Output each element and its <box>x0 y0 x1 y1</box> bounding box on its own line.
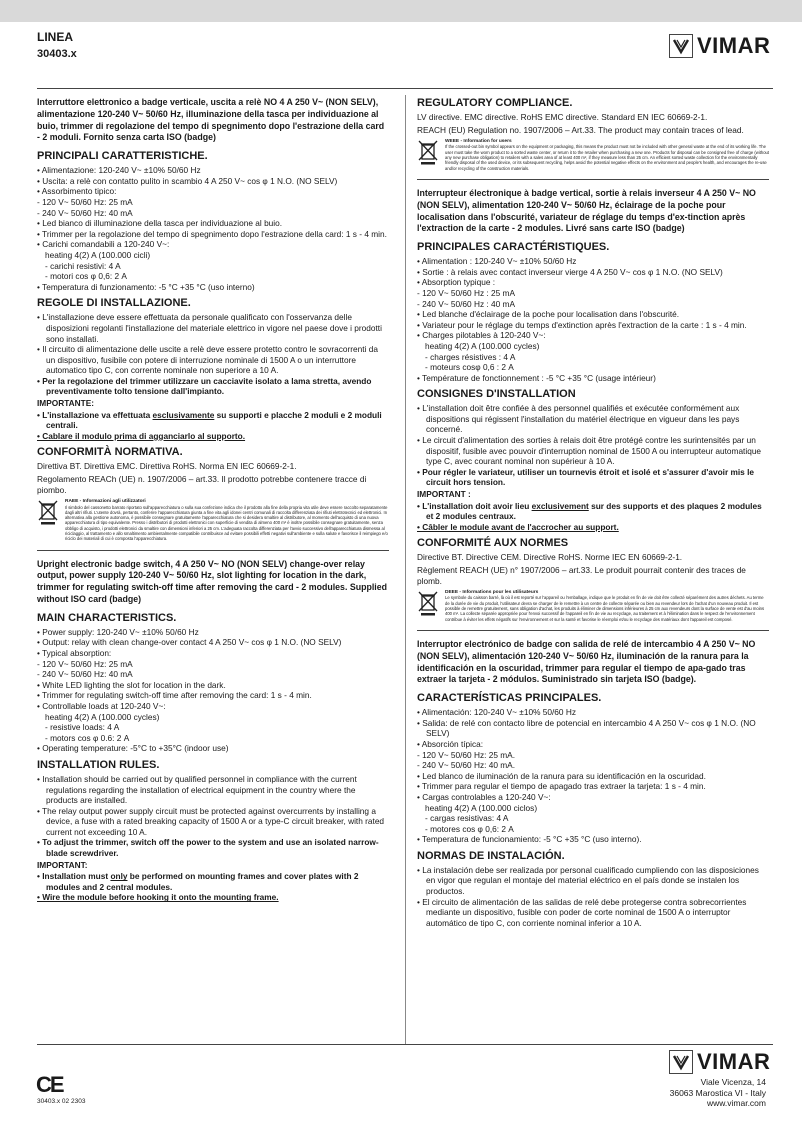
it-weee-title: RAEE - Informazioni agli utilizzatori <box>65 499 146 505</box>
it-important-emphasis: esclusivamente <box>152 409 215 420</box>
fr-conformity-text: Règlement REACH (UE) n° 1907/2006 – art.33. Le produit pourrait contenir des traces de plomb. <box>417 565 746 586</box>
it-important-item: • Cablare il modulo prima di agganciarlo al supporto. <box>37 430 246 441</box>
en-install-item: • Installation should be carried out by qualified personnel in compliance with the current regulations regarding the installation of electrical equipment in the country where the products are installed. <box>37 773 357 806</box>
it-important-text: • L'installazione va effettuata <box>37 409 153 420</box>
en-char-item: • Trimmer for regulating switch-off time after removing the card: 1 s - 4 min. <box>37 690 312 701</box>
ce-mark: CE <box>36 1072 63 1097</box>
it-install-item: • Il circuito di alimentazione delle uscite a relè deve essere protetto contro le sovracorrenti da un dispositivo, fusibile con potere di interruzione nominale di 1500 A o un interruttore automatico tipo C, con corrente nominale non superiore a 10 A. <box>37 344 378 376</box>
crossed-bin-icon <box>417 590 439 616</box>
es-char-item: heating 4(2) A (100.000 ciclos) <box>425 802 538 813</box>
fr-characteristics-heading: PRINCIPALES CARACTÉRISTIQUES. <box>417 241 610 254</box>
vimar-logo-text: VIMAR <box>697 33 771 58</box>
fr-char-item: - moteurs cosφ 0,6 : 2 A <box>425 362 514 373</box>
en-char-item: • White LED lighting the slot for location in the dark. <box>37 679 226 690</box>
fr-char-item: - charges résistives : 4 A <box>425 351 516 362</box>
es-char-item: • Led blanco de iluminación de la ranura para su identificación en la oscuridad. <box>417 770 706 781</box>
footer-divider <box>37 1044 773 1045</box>
it-install-item: • L'installazione deve essere effettuata da personale qualificato con l'osservanza delle disposizioni regolanti l'installazione del materiale elettrico in vigore nel paese dove i prodotti sono installati. <box>37 312 382 344</box>
en-install-item: • To adjust the trimmer, switch off the power to the system and use an isolated narrow-blade screwdriver. <box>37 837 379 859</box>
fr-char-item: - 120 V~ 50/60 Hz : 25 mA <box>417 287 516 298</box>
column-divider <box>405 95 406 1045</box>
en-weee-title: WEEE - Information for users <box>445 139 512 145</box>
it-char-item: • Carichi comandabili a 120-240 V~: <box>37 239 170 250</box>
it-important-item <box>37 410 389 431</box>
es-char-item: - cargas resistivas: 4 A <box>425 813 509 824</box>
en-installation-heading: INSTALLATION RULES. <box>37 758 160 771</box>
vimar-logo-icon <box>669 34 693 58</box>
it-important-label: IMPORTANTE: <box>37 398 94 409</box>
fr-char-item: • Absorption typique : <box>417 277 496 288</box>
es-char-item: • Trimmer para regular el tiempo de apagado tras extraer la tarjeta: 1 s - 4 min. <box>417 781 706 792</box>
section-divider <box>37 550 389 551</box>
en-char-item: - 120 V~ 50/60 Hz: 25 mA <box>37 658 133 669</box>
it-char-item: - 240 V~ 50/60 Hz: 40 mA <box>37 207 133 218</box>
fr-char-item: • Température de fonctionnement : -5 °C +35 °C (usage intérieur) <box>417 372 656 383</box>
en-regulatory-heading: REGULATORY COMPLIANCE. <box>417 97 573 109</box>
en-important-emphasis: only <box>110 871 128 882</box>
en-char-item: - 240 V~ 50/60 Hz: 40 mA <box>37 669 133 680</box>
fr-char-item: heating 4(2) A (100.000 cycles) <box>425 340 540 351</box>
website-link[interactable]: www.vimar.com <box>706 1098 766 1108</box>
section-divider <box>417 179 769 180</box>
es-char-item: - 120 V~ 50/60 Hz: 25 mA. <box>417 749 516 760</box>
it-char-item: • Led bianco di illuminazione della tasca per individuazione al buio. <box>37 218 283 229</box>
es-installation-heading: NORMAS DE INSTALACIÓN. <box>417 849 565 862</box>
es-char-item: • Alimentación: 120-240 V~ ±10% 50/60 Hz <box>417 707 576 718</box>
it-installation-heading: REGOLE DI INSTALLAZIONE. <box>37 297 191 310</box>
it-conformity-text: Regolamento REACh (UE) n. 1907/2006 – art.33. Il prodotto potrebbe contenere tracce di piombo. <box>37 474 367 495</box>
it-conformity-text: Direttiva BT. Direttiva EMC. Direttiva RoHS. Norma EN IEC 60669-2-1. <box>37 461 297 472</box>
fr-install-item: • Pour régler le variateur, utiliser un tournevis étroit et isolé et s'assurer d'avoir mis le circuit hors tension. <box>417 466 755 488</box>
vimar-logo-text: VIMAR <box>697 1049 771 1074</box>
en-char-item: heating 4(2) A (100.000 cycles) <box>45 711 160 722</box>
it-char-item: - carichi resistivi: 4 A <box>45 260 121 271</box>
it-characteristics-heading: PRINCIPALI CARATTERISTICHE. <box>37 150 208 163</box>
it-char-item: - 120 V~ 50/60 Hz: 25 mA <box>37 196 133 207</box>
en-important-text: • Installation must <box>37 871 111 882</box>
it-char-item: heating 4(2) A (100.000 cicli) <box>45 249 151 260</box>
fr-install-item: • Le circuit d'alimentation des sorties à relais doit être protégé contre les surintensités par un dispositif, fusible avec pouvoir d'interruption nominal de 1500 A ou interrupteur automatique type C, avec courant nominal non supérieur à 10 A. <box>417 435 762 467</box>
document-code: 30403.x 02 2303 <box>37 1098 86 1105</box>
address-street: Viale Vicenza, 14 <box>700 1077 766 1087</box>
en-char-item: • Typical absorption: <box>37 647 112 658</box>
en-intro: Upright electronic badge switch, 4 A 250 V~ NO (NON SELV) change-over relay output, power supply 120-240 V~ 50/60 Hz, slot lighting for location in the dark, trimmer for regulating switch-off time after removing the card - 2 modules. Supplied without ISO card (badge) <box>37 558 387 604</box>
fr-important-label: IMPORTANT : <box>417 489 471 500</box>
en-regulatory-text: REACH (EU) Regulation no. 1907/2006 – Art.33. The product may contain traces of lead. <box>417 124 744 135</box>
footer-vimar-logo <box>669 1049 770 1075</box>
fr-conformity-heading: CONFORMITÉ AUX NORMES <box>417 537 569 550</box>
fr-char-item: • Sortie : à relais avec contact inverseur vierge 4 A 250 V~ cos φ 1 N.O. (NO SELV) <box>417 266 723 277</box>
it-char-item: • Uscita: a relè con contatto pulito in scambio 4 A 250 V~ cos φ 1 N.O. (NO SELV) <box>37 175 338 186</box>
es-install-item: • La instalación debe ser realizada por personal cualificado cumpliendo con las disposiciones en vigor que regulan el montaje del material eléctrico en el país donde se instalen los productos. <box>417 864 759 897</box>
vimar-logo-icon <box>669 1050 693 1074</box>
header-divider <box>37 88 773 89</box>
es-characteristics-heading: CARACTERÍSTICAS PRINCIPALES. <box>417 692 602 705</box>
en-char-item: • Controllable loads at 120-240 V~: <box>37 700 166 711</box>
fr-weee-text: Le symbole du caisson barré, là où il est reporté sur l'appareil ou l'emballage, indique que le produit en fin de vie doit être collecté séparément des autres déchets. Au terme de la durée de vie du produit, l'utilisateur devra se charger de le remettre à un centre de collecte séparée ou bien au revendeur lors de l'achat d'un nouveau produit. Il est possible de remettre gratuitement, sans obligation d'achat, les produits à éliminer de dimensions inférieures à 25 cm aux revendeurs dont la surface de vente est d'au moins 400 m². La collecte séparée appropriée pour l'envoi successif de l'appareil en fin de vie au recyclage, au traitement et à l'élimination dans le respect de l'environnement contribue à éviter les effets négatifs sur l'environnement et sur la santé et favorise le réemploi et/ou le recyclage des matériaux dont l'appareil est composé. <box>445 595 765 622</box>
en-install-item: • The relay output power supply circuit must be protected against overcurrents by installing a device, a fuse with a rated breaking capacity of 1500 A or a type-C circuit breaker, with rated current not exceeding 10 A. <box>37 805 385 837</box>
it-char-item: • Temperatura di funzionamento: -5 °C +35 °C (uso interno) <box>37 281 255 292</box>
es-char-item: • Temperatura de funcionamiento: -5 °C +35 °C (uso interno). <box>417 834 642 845</box>
en-regulatory-text: LV directive. EMC directive. RoHS EMC directive. Standard EN IEC 60669-2-1. <box>417 112 708 122</box>
en-characteristics-heading: MAIN CHARACTERISTICS. <box>37 611 177 624</box>
en-weee-block <box>417 139 769 171</box>
top-band <box>0 0 802 22</box>
fr-weee-title: DEEE - Informations pour les utilisateurs <box>445 590 539 596</box>
es-install-item: • El circuito de alimentación de las salidas de relé debe protegerse contra sobrecorrientes mediante un dispositivo, fusible con poder de corte nominal de 1500 A o interruptor automático de tipo C, con corriente nominal inferior a 10 A. <box>417 896 747 928</box>
fr-important-item <box>417 501 769 522</box>
it-char-item: • Alimentazione: 120-240 V~ ±10% 50/60 Hz <box>37 165 201 176</box>
es-char-item: - 240 V~ 50/60 Hz: 40 mA. <box>417 760 516 771</box>
en-char-item: • Output: relay with clean change-over contact 4 A 250 V~ cos φ 1 N.O. (NO SELV) <box>37 637 342 648</box>
fr-weee-block <box>417 590 769 622</box>
fr-installation-heading: CONSIGNES D'INSTALLATION <box>417 388 576 401</box>
fr-char-item: - 240 V~ 50/60 Hz : 40 mA <box>417 298 516 309</box>
fr-conformity-text: Directive BT. Directive CEM. Directive RoHS. Norme IEC EN 60669-2-1. <box>417 552 683 563</box>
fr-char-item: • Led blanche d'éclairage de la poche pour localisation dans l'obscurité. <box>417 309 680 320</box>
fr-important-emphasis: exclusivement <box>531 500 589 511</box>
it-weee-block <box>37 499 389 541</box>
it-intro: Interruttore elettronico a badge verticale, uscita a relè NO 4 A 250 V~ (NON SELV), alimentazione 120-240 V~ 50/60 Hz, illuminazione della tasca per individuazione al buio, trimmer di regolazione del tempo di spegnimento dopo l'estrazione della card - 2 moduli. Fornito senza carta ISO (badge) <box>37 97 385 143</box>
left-column <box>37 97 389 903</box>
en-important-label: IMPORTANT: <box>37 859 88 870</box>
es-char-item: - motores cos φ 0,6: 2 A <box>425 823 514 834</box>
es-char-item: • Cargas controlables a 120-240 V~: <box>417 791 551 802</box>
fr-install-item: • L'installation doit être confiée à des personnel qualifiés et exécutée conformément aux dispositions qui régissent l'installation du matériel électrique en vigueur dans les pays concerné. <box>417 403 740 435</box>
fr-char-item: • Charges pilotables à 120-240 V~: <box>417 330 546 341</box>
fr-intro: Interrupteur électronique à badge vertical, sortie à relais inverseur 4 A 250 V~ NO (NON SELV), alimentation 120-240 V~ 50/60 Hz, éclairage de la poche pour localisation dans l'obscurité, variateur de réglage du temps d'ex-tinction après l'extraction de la carte - 2 modules. Livré sans carte ISO (badge) <box>417 187 756 234</box>
section-divider <box>417 630 769 631</box>
address-city: 36063 Marostica VI - Italy <box>669 1087 766 1098</box>
fr-important-item: • Câbler le module avant de l'accrocher au support. <box>417 521 619 532</box>
it-conformity-heading: CONFORMITÀ NORMATIVA. <box>37 446 183 459</box>
it-char-item: • Trimmer per la regolazione del tempo di spegnimento dopo l'estrazione della card: 1 s - 4 min. <box>37 228 387 239</box>
product-code: 30403.x <box>37 48 77 60</box>
en-char-item: • Operating temperature: -5°C to +35°C (indoor use) <box>37 743 229 754</box>
crossed-bin-icon <box>417 139 439 165</box>
en-char-item: • Power supply: 120-240 V~ ±10% 50/60 Hz <box>37 626 199 637</box>
it-char-item: • Assorbimento tipico: <box>37 186 117 197</box>
company-address <box>670 1077 766 1109</box>
it-install-item: • Per la regolazione del trimmer utilizzare un cacciavite isolato a lama stretta, avendo preventivamente tolto tensione dall'impianto. <box>37 375 372 397</box>
en-char-item: - motors cos φ 0.6: 2 A <box>45 732 130 743</box>
en-important-item <box>37 871 389 892</box>
fr-important-text: • L'installation doit avoir lieu <box>417 500 532 511</box>
vimar-logo <box>669 33 770 59</box>
it-weee-text: Il simbolo del cassonetto barrato riportato sull'apparecchiatura o sulla sua confezione indica che il prodotto alla fine della propria vita utile deve essere raccolto separatamente dagli altri rifiuti. L'utente dovrà, pertanto, conferire l'apparecchiatura giunta a fine vita agli idonei centri comunali di raccolta differenziata dei rifiuti elettrotecnici ed elettronici. In alternativa alla gestione autonoma, è possibile consegnare gratuitamente l'apparecchiatura che si desidera smaltire al distributore, al momento dell'acquisto di una nuova apparecchiatura di tipo equivalente. Presso i distributori di prodotti elettronici con superficie di vendita di almeno 400 m² è inoltre possibile consegnare gratuitamente, senza obbligo di acquisto, i prodotti elettronici da smaltire con dimensioni inferiori a 25 cm. L'adeguata raccolta differenziata per l'avvio successivo dell'apparecchiatura dismessa al riciclaggio, al trattamento e allo smaltimento ambientalmente compatibile contribuisce ad evitare possibili effetti negativi sull'ambiente e sulla salute e favorisce il reimpiego e/o riciclo dei materiali di cui è composta l'apparecchiatura. <box>65 504 388 542</box>
right-column <box>417 97 769 928</box>
it-important-text: su supporti e placche 2 moduli e 2 moduli centrali. <box>46 409 382 431</box>
it-char-item: - motori cos φ 0,6: 2 A <box>45 271 127 282</box>
es-char-item: • Absorción típica: <box>417 738 484 749</box>
en-important-item: • Wire the module before hooking it onto the mounting frame. <box>37 892 279 903</box>
en-weee-text: If the crossed-out bin symbol appears on the equipment or packaging, this means the product must not be included with other general waste at the end of its working life. The user must take the worn product to a sorted waste center, or return it to the retailer when purchasing a new one. Products for disposal can be consigned free of charge (without any new purchase obligation) to retailers with a sales area of at least 400 m², if they measure less than 25 cm. An efficient sorted waste collection for the environmentally friendly disposal of the used device, or its subsequent recycling, helps avoid the potential negative effects on the environment and people's health, and encourages the re-use and/or recycling of the construction materials. <box>445 144 770 171</box>
fr-char-item: • Variateur pour le réglage du temps d'extinction après l'extraction de la carte : 1 s - 4 min. <box>417 319 747 330</box>
crossed-bin-icon <box>37 499 59 525</box>
en-char-item: - resistive loads: 4 A <box>45 722 120 733</box>
fr-important-text: sur des supports et des plaques 2 modules et 2 modules centraux. <box>426 500 762 522</box>
en-important-text: be performed on mounting frames and cover plates with 2 modules and 2 central modules. <box>46 871 359 892</box>
fr-char-item: • Alimentation : 120-240 V~ ±10% 50/60 Hz <box>417 256 577 267</box>
series-name: LINEA <box>37 30 73 44</box>
es-intro: Interruptor electrónico de badge con salida de relé de intercambio 4 A 250 V~ NO (NON SELV), alimentación 120-240 V~ 50/60 Hz, iluminación de la ranura para la identificación en la oscuridad, trimmer para regular el tiempo de apa-gado tras extraer la tarjeta - 2 módulos. Suministrado sin tarjeta ISO (badge). <box>417 638 756 685</box>
es-char-item: • Salida: de relé con contacto libre de potencial en intercambio 4 A 250 V~ cos φ 1 N.O. (NO SELV) <box>417 717 756 739</box>
